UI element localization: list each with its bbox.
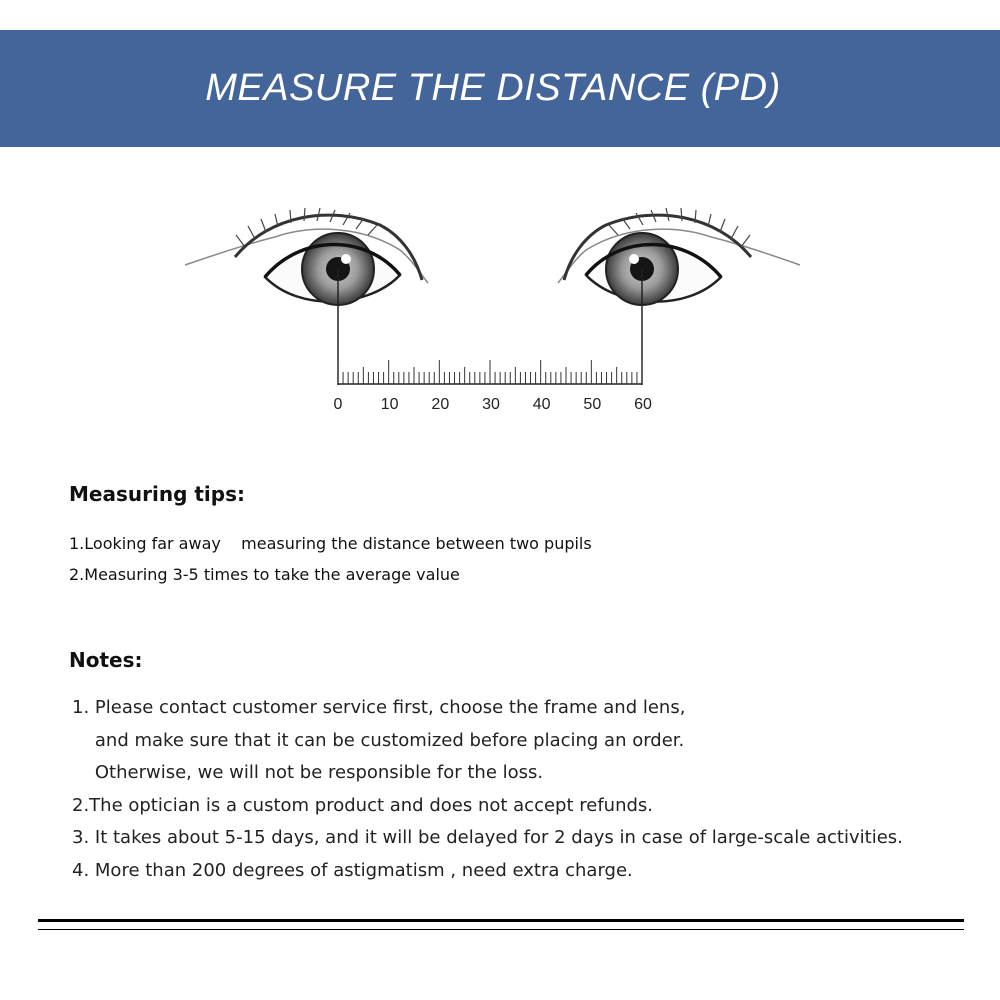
notes-heading: Notes: bbox=[69, 648, 143, 672]
footer-divider-thick bbox=[38, 919, 964, 922]
footer-divider-thin bbox=[38, 929, 964, 930]
ruler-label: 0 bbox=[333, 396, 343, 413]
ruler-label: 50 bbox=[583, 396, 602, 413]
note-line: 1. Please contact customer service first, choose the frame and lens, bbox=[72, 697, 686, 718]
ruler-label: 60 bbox=[634, 396, 652, 413]
page-title: MEASURE THE DISTANCE (PD) bbox=[205, 67, 781, 109]
note-line: and make sure that it can be customized before placing an order. bbox=[72, 729, 685, 751]
note-line: Otherwise, we will not be responsible for the loss. bbox=[72, 762, 544, 783]
notes-list bbox=[72, 692, 903, 887]
left-eye-icon bbox=[185, 208, 428, 305]
ruler-label: 30 bbox=[482, 396, 500, 413]
right-eye-icon bbox=[558, 208, 800, 305]
ruler-label: 20 bbox=[431, 396, 450, 413]
measuring-tips-list bbox=[69, 528, 592, 590]
ruler bbox=[334, 360, 652, 413]
measuring-tips-heading: Measuring tips: bbox=[69, 482, 245, 506]
tip-item: 2.Measuring 3-5 times to take the average value bbox=[69, 565, 460, 584]
ruler-label: 10 bbox=[380, 396, 399, 413]
ruler-label: 40 bbox=[532, 396, 551, 413]
note-line: 2.The optician is a custom product and does not accept refunds. bbox=[72, 794, 654, 816]
note-line: 3. It takes about 5-15 days, and it will be delayed for 2 days in case of large-scale activities. bbox=[72, 827, 903, 848]
header-banner bbox=[0, 30, 1000, 147]
pd-illustration bbox=[0, 195, 1000, 435]
tip-item: 1.Looking far away measuring the distance between two pupils bbox=[69, 534, 592, 553]
note-line: 4. More than 200 degrees of astigmatism , need extra charge. bbox=[72, 859, 633, 881]
